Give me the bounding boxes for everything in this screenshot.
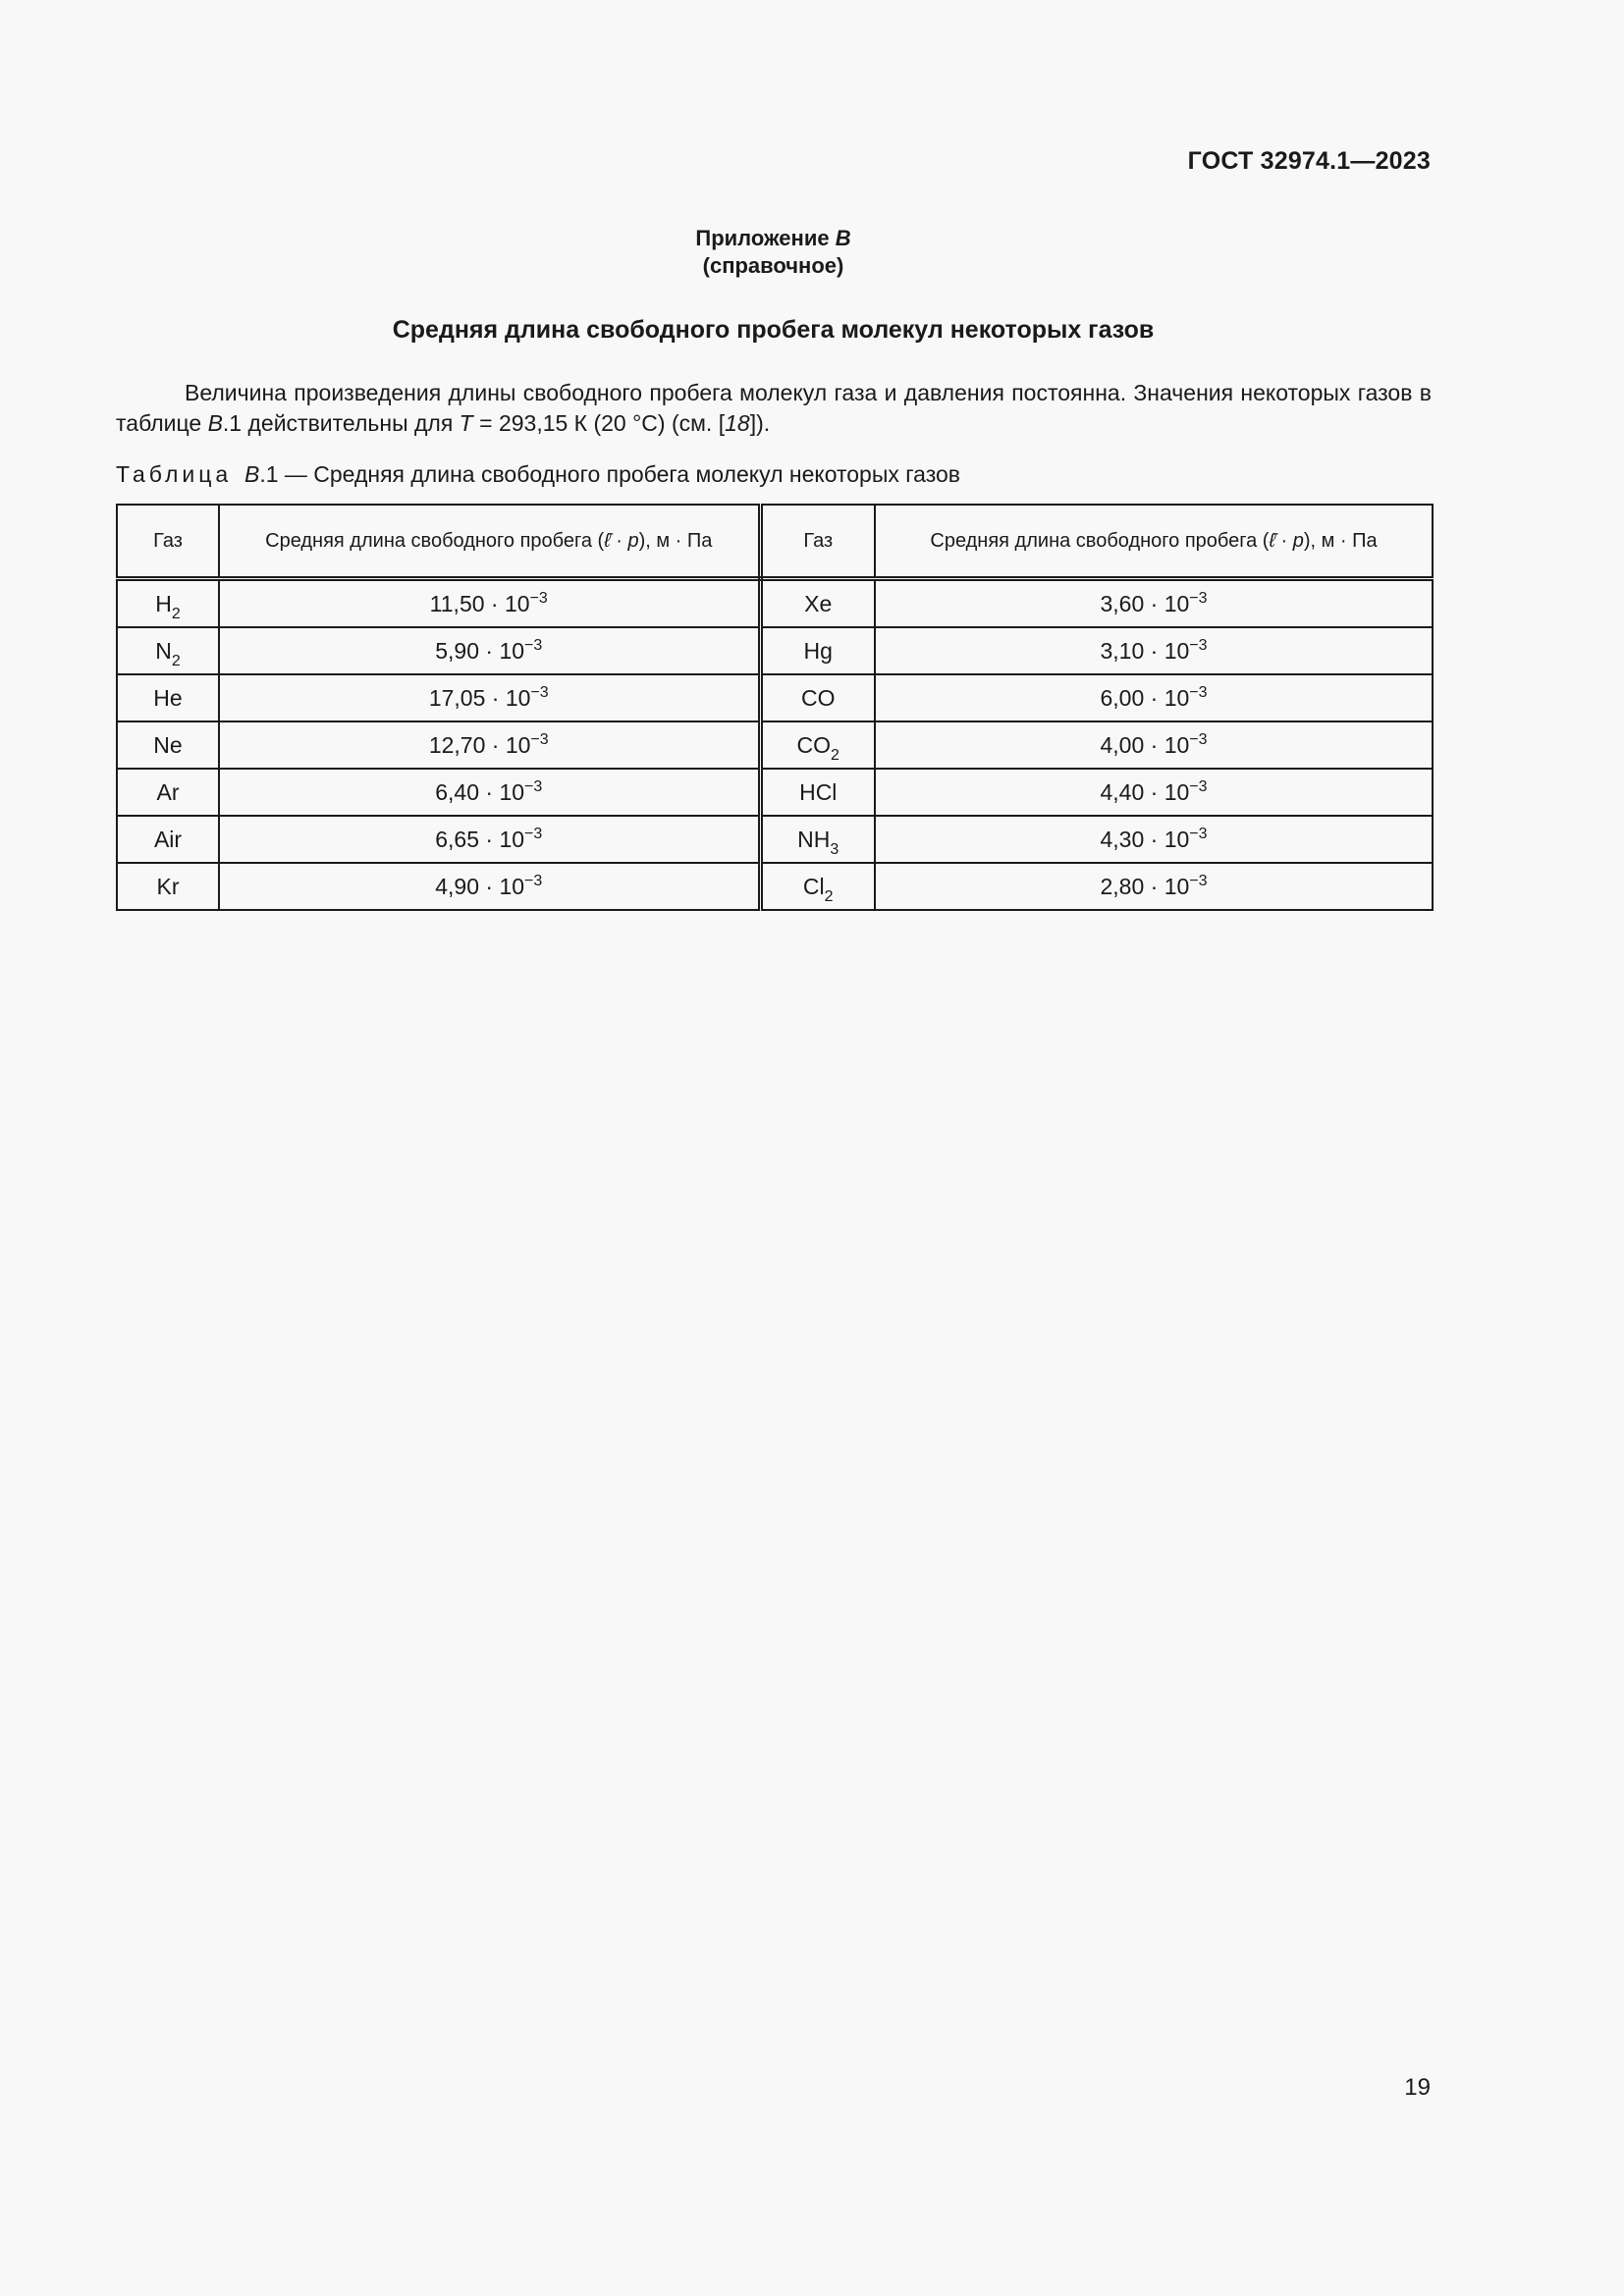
gas-formula: Xe — [804, 590, 833, 616]
gas-formula: He — [153, 684, 183, 711]
gas-cell-left — [117, 769, 219, 816]
paragraph-text-4: ]). — [749, 410, 771, 436]
value-exponent: −3 — [1189, 636, 1208, 654]
header-p-symbol: p — [627, 529, 639, 552]
table-caption-text: .1 — Средняя длина свободного пробега молекул некоторых газов — [259, 461, 960, 487]
value-cell-left: $6,40 \cdot 10^{-3}$ — [219, 769, 760, 816]
gas-cell-left — [117, 579, 219, 628]
gas-formula: CO — [801, 684, 836, 711]
value-mantissa: 12,70 — [428, 731, 486, 758]
header-ell-symbol: ℓ̄ — [604, 529, 611, 552]
gas-cell-right — [760, 627, 875, 674]
value-exponent: −3 — [1189, 777, 1208, 795]
value-cell-left: $6,65 \cdot 10^{-3}$ — [219, 816, 760, 863]
value-exponent: −3 — [1189, 825, 1208, 842]
gas-formula-subscript: 2 — [824, 887, 834, 905]
gas-formula: NH — [797, 826, 831, 852]
header-p-symbol: p — [1292, 529, 1304, 552]
value-exponent: −3 — [524, 872, 543, 889]
gas-formula-subscript: 2 — [171, 605, 181, 622]
table-row — [117, 769, 1433, 816]
value-cell-right: $3,60 \cdot 10^{-3}$ — [875, 579, 1433, 628]
value-power-base: 10 — [499, 826, 525, 852]
header-value-left — [219, 505, 760, 579]
value-exponent: −3 — [1189, 589, 1208, 607]
header-value-right — [875, 505, 1433, 579]
appendix-title — [0, 225, 1546, 280]
gas-cell-right — [760, 863, 875, 910]
paragraph-text-1: Величина произведения длины свободного пробега молекул газа и давления постоянна. Значения некоторых газов в таблице — [116, 380, 1432, 436]
value-power-base: 10 — [1164, 873, 1190, 899]
page-number: 19 — [1404, 2074, 1431, 2101]
value-mantissa: 2,80 — [1100, 873, 1145, 899]
appendix-label: Приложение — [695, 226, 830, 250]
paragraph-text-2: .1 действительны для — [222, 410, 460, 436]
value-cell-right: $4,40 \cdot 10^{-3}$ — [875, 769, 1433, 816]
table-row — [117, 627, 1433, 674]
gas-formula: N — [155, 637, 172, 664]
gas-formula-subscript: 3 — [830, 840, 839, 858]
value-mantissa: 5,90 — [435, 637, 479, 664]
paragraph-text-3: = 293,15 К (20 °С) (см. [ — [472, 410, 726, 436]
value-cell-right: $4,30 \cdot 10^{-3}$ — [875, 816, 1433, 863]
value-mantissa: 17,05 — [428, 684, 486, 711]
value-exponent: −3 — [1189, 872, 1208, 889]
value-exponent: −3 — [530, 683, 549, 701]
header-dot: · — [610, 529, 628, 552]
value-power-base: 10 — [505, 684, 531, 711]
table-row — [117, 816, 1433, 863]
gas-formula: Ar — [156, 778, 180, 805]
gas-formula: Ne — [153, 731, 183, 758]
value-mantissa: 6,65 — [435, 826, 479, 852]
gas-formula-subscript: 2 — [831, 746, 839, 764]
intro-paragraph — [116, 378, 1432, 439]
gas-cell-right — [760, 579, 875, 628]
value-cell-right: $6,00 \cdot 10^{-3}$ — [875, 674, 1433, 721]
header-ell-symbol: ℓ̄ — [1269, 529, 1275, 552]
value-exponent: −3 — [524, 777, 543, 795]
document-code: ГОСТ 32974.1—2023 — [1187, 147, 1431, 175]
section-title: Средняя длина свободного пробега молекул некоторых газов — [392, 316, 1155, 344]
value-power-base: 10 — [499, 873, 525, 899]
table-caption-letter: В — [244, 461, 260, 487]
value-exponent: −3 — [524, 825, 543, 842]
value-mantissa: 4,00 — [1100, 731, 1145, 758]
value-exponent: −3 — [524, 636, 543, 654]
table-row — [117, 674, 1433, 721]
header-value-prefix: Средняя длина свободного пробега ( — [265, 529, 605, 552]
value-power-base: 10 — [499, 778, 525, 805]
paragraph-var-t: T — [459, 410, 473, 436]
table-row — [117, 863, 1433, 910]
value-mantissa: 4,90 — [435, 873, 479, 899]
value-cell-left: $5,90 \cdot 10^{-3}$ — [219, 627, 760, 674]
table-body — [117, 579, 1433, 911]
header-value-prefix: Средняя длина свободного пробега ( — [930, 529, 1270, 552]
value-power-base: 10 — [1164, 731, 1190, 758]
value-exponent: −3 — [529, 589, 548, 607]
value-mantissa: 4,40 — [1100, 778, 1145, 805]
gas-formula: Cl — [802, 873, 825, 899]
gas-cell-right — [760, 769, 875, 816]
value-power-base: 10 — [504, 590, 530, 616]
header-value-suffix: ), м · Па — [638, 529, 713, 552]
header-value-suffix: ), м · Па — [1303, 529, 1378, 552]
appendix-label-line — [0, 225, 1546, 252]
gas-formula: CO — [796, 731, 832, 758]
table-caption — [116, 461, 960, 488]
table-caption-label: Таблица — [116, 461, 233, 487]
gas-cell-left — [117, 627, 219, 674]
value-cell-left: $17,05 \cdot 10^{-3}$ — [219, 674, 760, 721]
appendix-type: (справочное) — [702, 253, 844, 278]
gas-cell-right — [760, 816, 875, 863]
value-cell-left: $4,90 \cdot 10^{-3}$ — [219, 863, 760, 910]
value-power-base: 10 — [1164, 778, 1190, 805]
gas-cell-left — [117, 674, 219, 721]
value-power-base: 10 — [505, 731, 531, 758]
appendix-letter: В — [835, 226, 851, 250]
header-gas-left: Газ — [117, 505, 219, 579]
gas-formula-subscript: 2 — [171, 652, 181, 669]
value-mantissa: 6,00 — [1100, 684, 1145, 711]
gas-mean-free-path-table — [116, 504, 1434, 911]
value-exponent: −3 — [530, 730, 549, 748]
gas-cell-right — [760, 674, 875, 721]
gas-cell-left — [117, 816, 219, 863]
gas-formula: HCl — [799, 778, 838, 805]
gas-cell-right — [760, 721, 875, 769]
value-cell-right: $4,00 \cdot 10^{-3}$ — [875, 721, 1433, 769]
value-exponent: −3 — [1189, 683, 1208, 701]
value-cell-right: $2,80 \cdot 10^{-3}$ — [875, 863, 1433, 910]
value-power-base: 10 — [1164, 684, 1190, 711]
paragraph-table-ref: В — [207, 410, 223, 436]
gas-formula: Kr — [156, 873, 180, 899]
gas-formula: Hg — [803, 637, 833, 664]
value-power-base: 10 — [499, 637, 525, 664]
header-gas-right: Газ — [760, 505, 875, 579]
header-dot: · — [1274, 529, 1293, 552]
gas-formula: Air — [153, 826, 183, 852]
gas-cell-left — [117, 721, 219, 769]
value-power-base: 10 — [1164, 637, 1190, 664]
value-power-base: 10 — [1164, 826, 1190, 852]
value-exponent: −3 — [1189, 730, 1208, 748]
paragraph-ref: 18 — [725, 410, 750, 436]
table-row — [117, 579, 1433, 628]
value-cell-left: $12,70 \cdot 10^{-3}$ — [219, 721, 760, 769]
table-row — [117, 721, 1433, 769]
value-mantissa: 4,30 — [1100, 826, 1145, 852]
value-mantissa: 6,40 — [435, 778, 479, 805]
gas-cell-left — [117, 863, 219, 910]
value-cell-left: $11,50 \cdot 10^{-3}$ — [219, 579, 760, 628]
value-mantissa: 11,50 — [429, 590, 485, 616]
gas-formula: H — [155, 590, 172, 616]
value-mantissa: 3,10 — [1100, 637, 1145, 664]
value-cell-right: $3,10 \cdot 10^{-3}$ — [875, 627, 1433, 674]
value-power-base: 10 — [1164, 590, 1190, 616]
table-header-row — [117, 505, 1433, 579]
value-mantissa: 3,60 — [1100, 590, 1145, 616]
